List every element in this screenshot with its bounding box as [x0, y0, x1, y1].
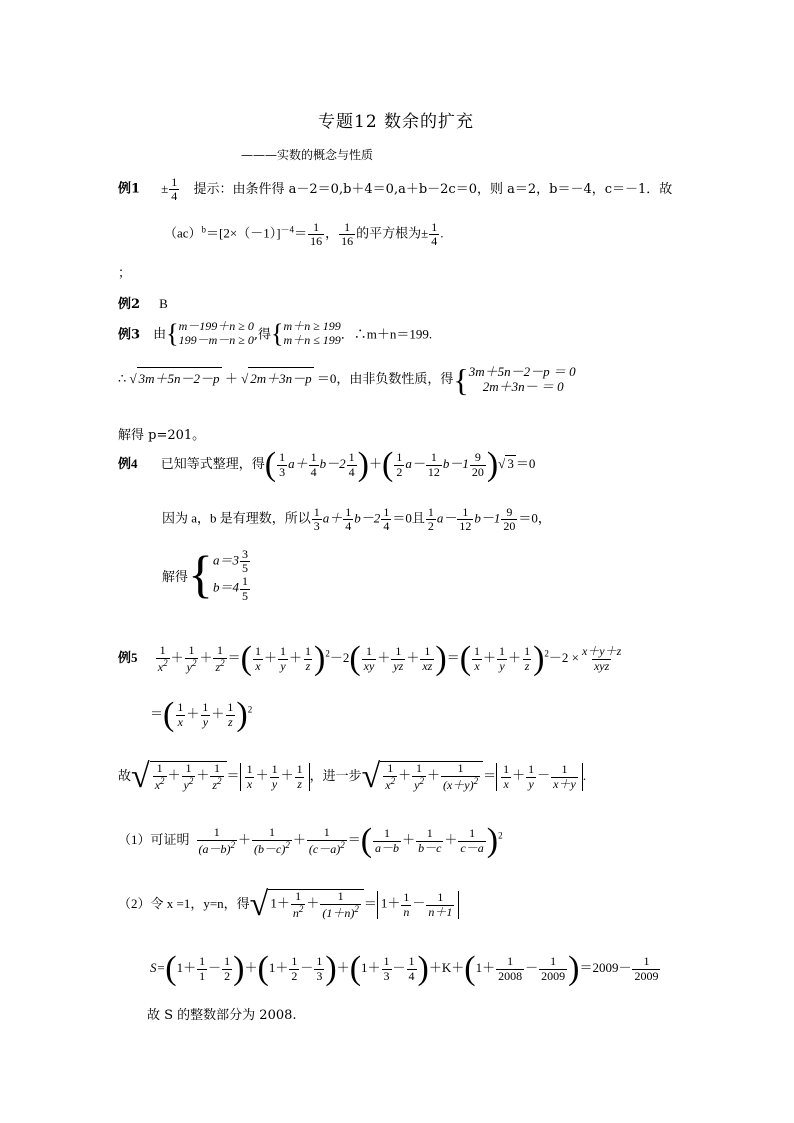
- example-5-line1: 例5 $\frac{1}{x^2}$ ＋ $\frac{1}{y^2}$ ＋ $\frac{1}{z^2}$ ＝( $\frac{1}{x}$ ＋ $\frac{1}{y}$ ＋ $\frac{1}{z}$ )$^2$－2( $\frac{1}{xy}$ ＋ $\frac{1}{yz}$ ＋ $\frac{1}{xz}$ )＝( $\frac{1}{x}$ ＋ $\frac{1}{y}$ ＋ $\frac{1}{z}$ )$^2$－2 × $\frac{x+y+z}{\text{xyz}}$: [118, 640, 622, 677]
- example-5-label: 例5: [118, 649, 138, 665]
- example-2-label: 例2: [118, 297, 141, 312]
- example-5-part1: （1）可证明 $\frac{1}{(a-b)^2}$ ＋ $\frac{1}{(b-c)^2}$ ＋ $\frac{1}{(c-a)^2}$ ＝( $\frac{1}{a-b}$ ＋ $\frac{1}{b-c}$ ＋ $\frac{1}{c-a}$ )$^2$: [118, 822, 503, 859]
- example-3-line2: ∴ √ 3m＋5n－2－p ＋ √ 2m＋3n－p ＝0，由非负数性质，得{ 3m＋5n－2－p ＝ 0 2m＋3n－ ＝ 0: [118, 362, 576, 398]
- example-5-line3: 故√ $\frac{1}{x^2}$ ＋ $\frac{1}{y^2}$ ＋ $\frac{1}{z^2}$ ＝ $\frac{1}{x}$ ＋ $\frac{1}{y}$ ＋ $\frac{1}{z}$ ，进一步√ $\frac{1}{x^2}$ ＋ $\frac{1}{y^2}$ ＋ $\frac{1}{(x+y)^2}$ ＝ $\frac{1}{x}$ ＋ $\frac{1}{y}$ － $\frac{1}{x+y}$ .: [118, 758, 587, 795]
- example-3: 例3 由{ m－199＋n ≥ 0 199－m－n ≥ 0 ,得{ m＋n ≥ 199 m＋n ≤ 199 ．∴m＋n＝199.: [118, 318, 433, 348]
- example-3-label: 例3: [118, 327, 141, 343]
- example-2: [118, 293, 168, 312]
- example-2-answer: B: [159, 296, 168, 311]
- example-5-sum: S=(1＋ $\frac{1}{1}$ － $\frac{1}{2}$ )＋(1＋ $\frac{1}{2}$ － $\frac{1}{3}$ )＋(1＋ $\frac{1}{3}$ － $\frac{1}{4}$ )＋K＋(1＋ $\frac{1}{2008}$ － $\frac{1}{2009}$ )＝2009－ $\frac{1}{2009}$: [150, 950, 659, 987]
- example-4-line1: 例4 已知等式整理，得( $\frac{1}{3}$ a＋ $\frac{1}{4}$ b－2 $\frac{1}{4}$ )＋( $\frac{1}{2}$ a－ $\frac{1}{12}$ b－1 $\frac{9}{20}$ )√ 3 ＝0: [118, 446, 536, 483]
- separator-semicolon: ；: [118, 266, 132, 281]
- page-subtitle: ———实数的概念与性质: [241, 148, 374, 162]
- example-1-line2: $(ac)^b=[2\times(-1)]^{-4}=$ $\frac{1}{16}$ ， $\frac{1}{16}$ 的平方根为± $\frac{1}{4}$ .: [164, 220, 444, 249]
- example-1-hint: 提示：由条件得 a－2＝0,b＋4＝0,a＋b－2c＝0，则 a＝2，b＝－4，c＝－1．故: [193, 181, 673, 197]
- example-5-conclusion: 故 S 的整数部分为 2008.: [147, 1008, 297, 1023]
- example-4-line2: 因为 a，b 是有理数，所以 $\frac{1}{3}$ a＋ $\frac{1}{4}$ b－2 $\frac{1}{4}$ ＝0且 $\frac{1}{2}$ a－ $\frac{1}{12}$ b－1 $\frac{9}{20}$ ＝0，: [162, 505, 551, 534]
- example-1: [118, 176, 672, 203]
- example-1-label: 例1: [118, 181, 141, 197]
- example-4-label: 例4: [118, 455, 138, 471]
- page-title: 专题12 数余的扩充: [318, 112, 475, 132]
- example-1-answer: ± $\frac{1}{4}$: [161, 175, 178, 204]
- example-5-part2: （2）令 x =1，y=n，得√ 1＋ $\frac{1}{n^2}$ ＋ $\frac{1}{(1+n)^2}$ ＝ 1＋ $\frac{1}{n}$ － $\frac{1}{n+1}$: [118, 888, 459, 922]
- example-5-line2: ＝( $\frac{1}{x}$ ＋ $\frac{1}{y}$ ＋ $\frac{1}{z}$ )$^2$: [150, 696, 253, 733]
- example-4-solution: 解得{ a＝3 $\frac{3}{5}$ b＝4 $\frac{1}{5}$: [162, 546, 248, 604]
- example-3-result: 解得 p=201。: [118, 428, 206, 443]
